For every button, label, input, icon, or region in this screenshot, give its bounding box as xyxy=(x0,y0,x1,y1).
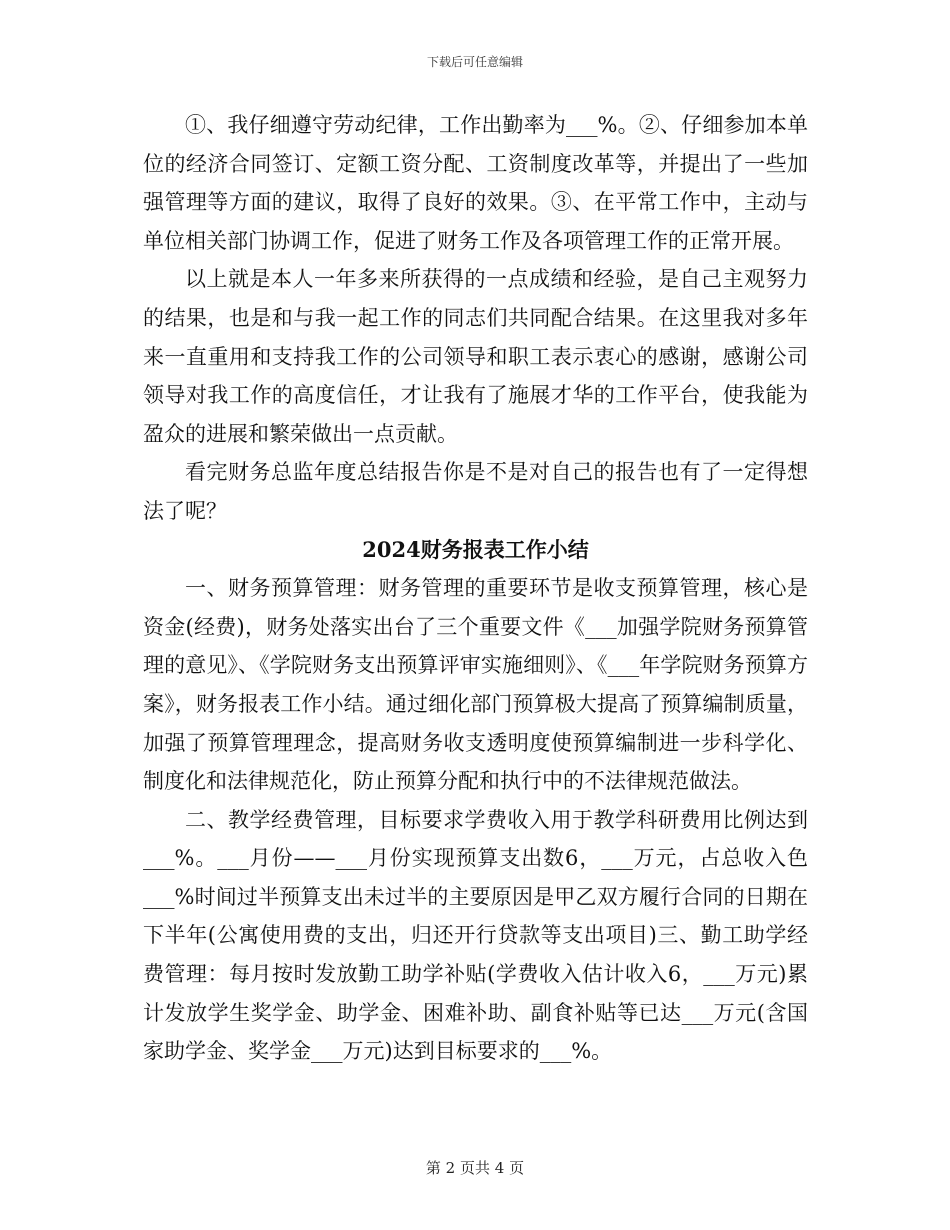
page-number: 第 2 页共 4 页 xyxy=(425,1159,525,1177)
paragraph-budget-management: 一、财务预算管理：财务管理的重要环节是收支预算管理，核心是资金(经费)，财务处落实出台了三个重要文件《___加强学院财务预算管理的意见》、《学院财务支出预算评审实施细则》、《___年学院财务预算方案》，财务报表工作小结。通过细化部门预算极大提高了预算编制质量，加强了预算管理理念，提高财务收支透明度使预算编制进一步科学化、制度化和法律规范化，防止预算分配和执行中的不法律规范做法。 xyxy=(143,576,808,794)
paragraph-attendance: ①、我仔细遵守劳动纪律，工作出勤率为___%。②、仔细参加本单位的经济合同签订、定额工资分配、工资制度改革等，并提出了一些加强管理等方面的建议，取得了良好的效果。③、在平常工作中，主动与单位相关部门协调工作，促进了财务工作及各项管理工作的正常开展。 xyxy=(143,113,808,253)
paragraph-closing-question: 看完财务总监年度总结报告你是不是对自己的报告也有了一定得想法了呢？ xyxy=(143,460,808,523)
paragraph-summary: 以上就是本人一年多来所获得的一点成绩和经验，是自己主观努力的结果，也是和与我一起工作的同志们共同配合结果。在这里我对多年来一直重用和支持我工作的公司领导和职工表示衷心的感谢，感谢公司领导对我工作的高度信任，才让我有了施展才华的工作平台，使我能为盈众的进展和繁荣做出一点贡献。 xyxy=(143,267,808,446)
section-title: 2024财务报表工作小结 xyxy=(362,536,589,562)
paragraph-teaching-funds: 二、教学经费管理，目标要求学费收入用于教学科研费用比例达到___%。___月份——___月份实现预算支出数6，___万元，占总收入色___%时间过半预算支出未过半的主要原因是甲乙双方履行合同的日期在下半年(公寓使用费的支出，归还开行贷款等支出项目)三、勤工助学经费管理：每月按时发放勤工助学补贴(学费收入估计收入6，___万元)累计发放学生奖学金、助学金、困难补助、副食补贴等已达___万元(含国家助学金、奖学金___万元)达到目标要求的___%。 xyxy=(143,807,808,1064)
document-body xyxy=(143,106,808,1071)
page-header-note: 下载后可任意编辑 xyxy=(426,55,523,69)
